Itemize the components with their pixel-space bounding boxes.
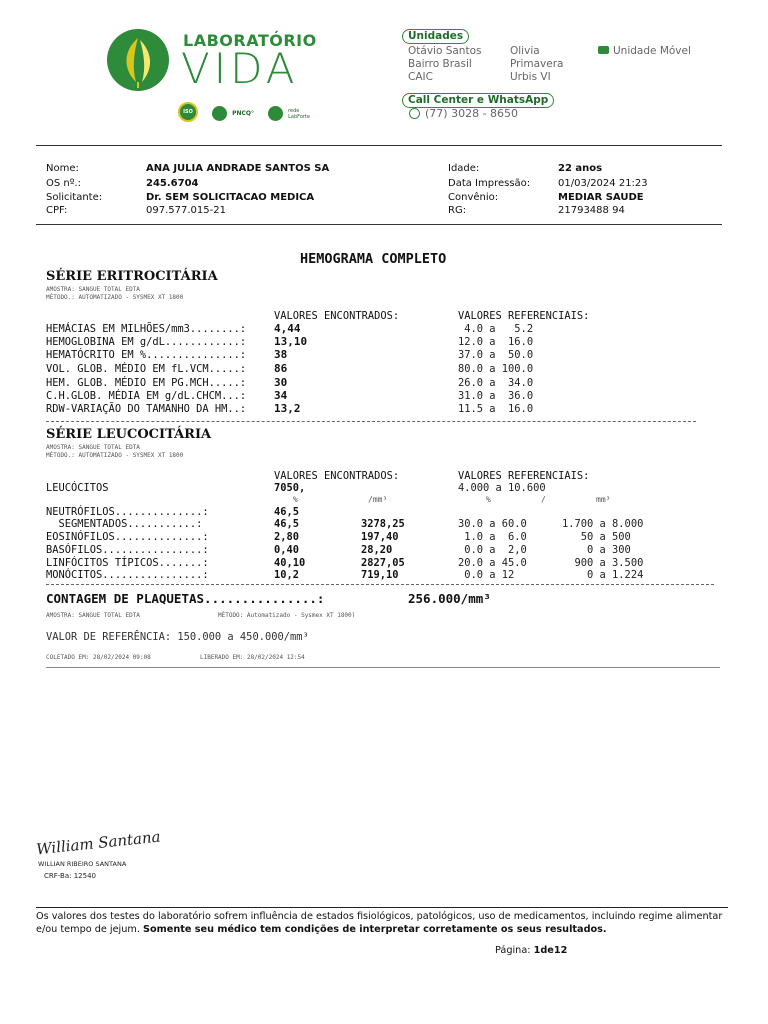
leuco-abs: 2827,05 bbox=[361, 557, 405, 569]
erythro-label: RDW-VARIAÇÃO DO TAMANHO DA HM..: bbox=[46, 403, 247, 415]
erythro-ref: 26.0 a 34.0 bbox=[458, 377, 534, 389]
erythro-sample: AMOSTRA: SANGUE TOTAL EDTA bbox=[46, 286, 140, 293]
erythro-ref: 80.0 a 100.0 bbox=[458, 363, 534, 375]
erythro-label: VOL. GLOB. MÉDIO EM fL.VCM.....: bbox=[46, 363, 247, 375]
erythro-label: HEMÁCIAS EM MILHÕES/mm3........: bbox=[46, 323, 247, 335]
leuco-ref-pct: 0.0 a 2,0 bbox=[458, 544, 527, 556]
leuco-ref-pct: 30.0 a 60.0 bbox=[458, 518, 527, 530]
os-label: OS nº.: bbox=[46, 178, 81, 189]
erythro-ref-header: VALORES REFERENCIAIS: bbox=[458, 310, 590, 322]
page-indicator bbox=[495, 945, 567, 956]
cpf-value: 097.577.015-21 bbox=[146, 205, 226, 216]
units-label: Unidades bbox=[402, 29, 469, 44]
collected-date: COLETADO EM: 28/02/2024 09:08 bbox=[46, 654, 151, 661]
erythro-ref: 37.0 a 50.0 bbox=[458, 349, 534, 361]
labforte-badge bbox=[268, 103, 328, 122]
lab-name-top: LABORATÓRIO bbox=[183, 31, 317, 50]
lab-logo bbox=[106, 28, 170, 92]
platelet-label: CONTAGEM DE PLAQUETAS...............: bbox=[46, 591, 325, 606]
leuko-value: 7050, bbox=[274, 482, 306, 494]
erythro-label: HEM. GLOB. MÉDIO EM PG.MCH.....: bbox=[46, 377, 247, 389]
col-pct: % bbox=[293, 495, 298, 504]
erythro-found-header: VALORES ENCONTRADOS: bbox=[274, 310, 400, 322]
phone-number: (77) 3028 - 8650 bbox=[425, 107, 519, 120]
released-date: LIBERADO EM: 28/02/2024 12:54 bbox=[200, 654, 305, 661]
leuco-sample: AMOSTRA: SANGUE TOTAL EDTA bbox=[46, 444, 140, 451]
labforte-icon bbox=[268, 106, 283, 121]
pncq-badge bbox=[212, 103, 254, 122]
unit-bairro-brasil: Bairro Brasil bbox=[408, 58, 472, 70]
print-date-value: 01/03/2024 21:23 bbox=[558, 178, 648, 189]
erythro-ref: 4.0 a 5.2 bbox=[458, 323, 534, 335]
rg-value: 21793488 94 bbox=[558, 205, 625, 216]
cpf-label: CPF: bbox=[46, 205, 68, 216]
leuco-pct: 10,2 bbox=[274, 569, 300, 581]
platelet-method: MÉTODO: Automatizado - Sysmex XT 1800) bbox=[218, 612, 356, 619]
leuco-ref-pct: 20.0 a 45.0 bbox=[458, 557, 527, 569]
erythro-ref: 12.0 a 16.0 bbox=[458, 336, 534, 348]
page-label: Página: bbox=[495, 945, 531, 956]
leuco-label: MONÓCITOS................: bbox=[46, 569, 209, 581]
print-date-label: Data Impressão: bbox=[448, 178, 531, 189]
mobile-unit-icon bbox=[598, 46, 609, 54]
leuco-label: NEUTRÓFILOS..............: bbox=[46, 506, 209, 518]
erythro-title: SÉRIE ERITROCITÁRIA bbox=[46, 269, 218, 284]
disclaimer bbox=[36, 910, 728, 936]
age-label: Idade: bbox=[448, 163, 480, 174]
unit-olivia: Olivia bbox=[510, 45, 540, 57]
leuco-title: SÉRIE LEUCOCITÁRIA bbox=[46, 427, 212, 442]
mobile-unit: Unidade Móvel bbox=[613, 45, 691, 57]
erythro-value: 30 bbox=[274, 376, 288, 389]
erythro-divider bbox=[46, 421, 696, 422]
leuco-pct: 0,40 bbox=[274, 544, 300, 556]
age-value: 22 anos bbox=[558, 163, 603, 174]
platelet-value: 256.000/mm³ bbox=[408, 591, 491, 606]
erythro-value: 13,2 bbox=[274, 402, 301, 415]
erythro-ref: 11.5 a 16.0 bbox=[458, 403, 534, 415]
col-ref-mm3: mm³ bbox=[596, 495, 611, 504]
exam-end-divider bbox=[46, 667, 720, 668]
labforte-badge-text: rede LabForte bbox=[288, 107, 310, 120]
requester-label: Solicitante: bbox=[46, 192, 103, 203]
lab-logo-icon bbox=[106, 28, 170, 92]
disclaimer-normal: Os valores dos testes do laboratório sofrem influência de estados fisiológicos, patológicos, uso de medicamentos, incluindo regime alimentar e/ou tempo de jejum. bbox=[36, 911, 723, 935]
unit-caic: CAIC bbox=[408, 71, 433, 83]
col-ref-sep: / bbox=[541, 495, 546, 504]
leuco-ref-pct: 1.0 a 6.0 bbox=[458, 531, 527, 543]
unit-urbis-vi: Urbis VI bbox=[510, 71, 551, 83]
leuco-label: SEGMENTADOS...........: bbox=[46, 518, 203, 530]
erythro-ref: 31.0 a 36.0 bbox=[458, 390, 534, 402]
leuko-label: LEUCÓCITOS bbox=[46, 482, 109, 494]
iso-badge bbox=[178, 102, 198, 122]
signature-name: WILLIAN RIBEIRO SANTANA bbox=[38, 860, 127, 868]
erythro-method: MÉTODO.: AUTOMATIZADO - SYSMEX XT 1800 bbox=[46, 294, 184, 301]
disclaimer-bold: Somente seu médico tem condições de interpretar corretamente os seus resultados. bbox=[143, 924, 607, 935]
whatsapp-icon bbox=[409, 108, 420, 119]
erythro-label: HEMOGLOBINA EM g/dL............: bbox=[46, 336, 247, 348]
leuco-found-header: VALORES ENCONTRADOS: bbox=[274, 470, 400, 482]
leuco-ref-header: VALORES REFERENCIAIS: bbox=[458, 470, 590, 482]
callcenter-label: Call Center e WhatsApp bbox=[402, 93, 554, 108]
insurance-label: Convênio: bbox=[448, 192, 499, 203]
leuco-abs: 197,40 bbox=[361, 531, 399, 543]
erythro-value: 86 bbox=[274, 362, 288, 375]
leuco-abs: 719,10 bbox=[361, 569, 399, 581]
signature-crf: CRF-Ba: 12540 bbox=[44, 872, 96, 880]
col-mm3: /mm³ bbox=[368, 495, 388, 504]
insurance-value: MEDIAR SAUDE bbox=[558, 192, 644, 203]
leuco-ref-abs: 50 a 500 bbox=[562, 531, 631, 543]
name-value: ANA JULIA ANDRADE SANTOS SA bbox=[146, 163, 330, 174]
unit-primavera: Primavera bbox=[510, 58, 564, 70]
erythro-value: 4,44 bbox=[274, 322, 301, 335]
patient-divider bbox=[36, 224, 722, 225]
requester-value: Dr. SEM SOLICITACAO MEDICA bbox=[146, 192, 315, 203]
leuco-label: LINFÓCITOS TÍPICOS.......: bbox=[46, 557, 209, 569]
leuco-ref-abs: 900 a 3.500 bbox=[562, 557, 644, 569]
leuco-pct: 46,5 bbox=[274, 506, 300, 518]
platelet-reference: VALOR DE REFERÊNCIA: 150.000 a 450.000/mm³ bbox=[46, 631, 309, 643]
name-label: Nome: bbox=[46, 163, 79, 174]
leuco-abs: 3278,25 bbox=[361, 518, 405, 530]
erythro-value: 13,10 bbox=[274, 335, 308, 348]
iso-badge-text: ISO bbox=[183, 109, 193, 115]
signature-handwriting: William Santana bbox=[35, 827, 162, 859]
leuco-ref-abs: 0 a 1.224 bbox=[562, 569, 644, 581]
leuco-label: EOSINÓFILOS..............: bbox=[46, 531, 209, 543]
erythro-label: C.H.GLOB. MÉDIA EM g/dL.CHCM...: bbox=[46, 390, 247, 402]
page-value: 1de12 bbox=[533, 945, 568, 956]
leuco-pct: 2,80 bbox=[274, 531, 300, 543]
platelet-sample: AMOSTRA: SANGUE TOTAL EDTA bbox=[46, 612, 140, 619]
col-ref-pct: % bbox=[486, 495, 491, 504]
leuco-pct: 46,5 bbox=[274, 518, 300, 530]
unit-otavio-santos: Otávio Santos bbox=[408, 45, 482, 57]
footer-divider bbox=[36, 907, 728, 908]
header-divider bbox=[36, 145, 722, 146]
signature bbox=[34, 826, 162, 886]
leuco-ref-pct: 0.0 a 12 bbox=[458, 569, 515, 581]
lab-name-main: VIDA bbox=[181, 44, 299, 93]
pncq-badge-text: PNCQ° bbox=[232, 110, 255, 117]
leuco-ref-abs: 0 a 300 bbox=[562, 544, 631, 556]
erythro-value: 38 bbox=[274, 348, 288, 361]
leuco-divider bbox=[46, 584, 714, 585]
exam-title: HEMOGRAMA COMPLETO bbox=[300, 251, 447, 267]
leuco-ref-abs: 1.700 a 8.000 bbox=[562, 518, 644, 530]
erythro-label: HEMATÓCRITO EM %...............: bbox=[46, 349, 247, 361]
leuco-abs: 28,20 bbox=[361, 544, 393, 556]
pncq-icon bbox=[212, 106, 227, 121]
leuco-pct: 40,10 bbox=[274, 557, 306, 569]
rg-label: RG: bbox=[448, 205, 467, 216]
os-value: 245.6704 bbox=[146, 178, 199, 189]
erythro-value: 34 bbox=[274, 389, 288, 402]
leuco-method: MÉTODO.: AUTOMATIZADO - SYSMEX XT 1800 bbox=[46, 452, 184, 459]
leuko-ref: 4.000 a 10.600 bbox=[458, 482, 546, 494]
leuco-label: BASÓFILOS................: bbox=[46, 544, 209, 556]
